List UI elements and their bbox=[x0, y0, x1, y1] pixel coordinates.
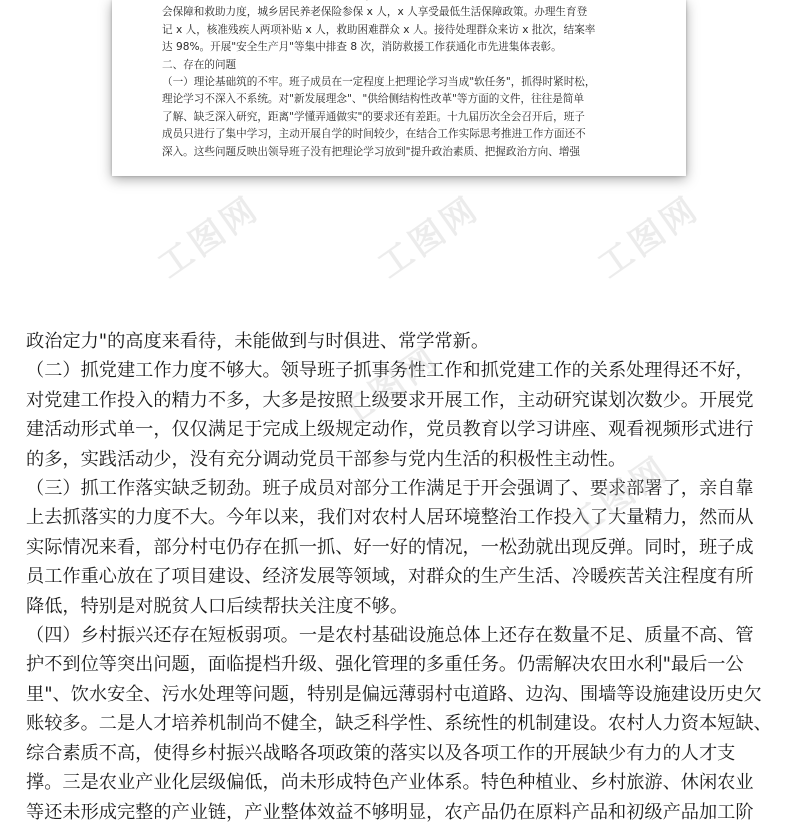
body-line: （二）抓党建工作力度不够大。领导班子抓事务性工作和抓党建工作的关系处理得还不好， bbox=[26, 360, 754, 382]
body-line: （四）乡村振兴还存在短板弱项。一是农村基础设施总体上还存在数量不足、质量不高、管 bbox=[26, 625, 754, 647]
preview-line: 记 x 人，核准残疾人两项补贴 x 人，救助困难群众 x 人。接待处理群众来访 x 批次，结案率 bbox=[162, 23, 596, 36]
body-line: 账较多。二是人才培养机制尚不健全，缺乏科学性、系统性的机制建设。农村人力资本短缺、 bbox=[26, 713, 772, 735]
watermark: 工图网 bbox=[370, 188, 488, 287]
body-line: 综合素质不高，使得乡村振兴战略各项政策的落实以及各项工作的开展缺少有力的人才支 bbox=[26, 742, 736, 764]
preview-area bbox=[0, 0, 800, 320]
preview-line: 达 98%。开展"安全生产月"等集中排查 8 次，消防救援工作获通化市先进集体表彰。 bbox=[162, 41, 562, 54]
preview-line: 了解、缺乏深入研究，距离"学懂弄通做实"的要求还有差距。十九届历次全会召开后，班子 bbox=[162, 110, 585, 123]
preview-line: （一）理论基础筑的不牢。班子成员在一定程度上把理论学习当成"软任务"，抓得时紧时松， bbox=[162, 76, 596, 89]
body-line: 建活动形式单一，仅仅满足于完成上级规定动作，党员教育以学习讲座、观看视频形式进行 bbox=[26, 419, 754, 441]
body-line: 员工作重心放在了项目建设、经济发展等领域，对群众的生产生活、冷暖疾苦关注程度有所 bbox=[26, 566, 754, 588]
watermark: 工图网 bbox=[560, 448, 678, 547]
body-line: 等还未形成完整的产业链，产业整体效益不够明显，农产品仍在原料产品和初级产品加工阶 bbox=[26, 801, 754, 823]
body-line: 政治定力"的高度来看待，未能做到与时俱进、常学常新。 bbox=[26, 331, 490, 352]
body-line: 实际情况来看，部分村屯仍存在抓一抓、好一好的情况，一松劲就出现反弹。同时，班子成 bbox=[26, 536, 754, 558]
body-line: 撑。三是农业产业化层级偏低，尚未形成特色产业体系。特色种植业、乡村旅游、休闲农业 bbox=[26, 772, 754, 794]
document-body bbox=[26, 327, 778, 827]
document-preview-card bbox=[112, 0, 686, 176]
body-line: （三）抓工作落实缺乏韧劲。班子成员对部分工作满足于开会强调了、要求部署了，亲自靠 bbox=[26, 478, 754, 500]
preview-heading: 二、存在的问题 bbox=[162, 58, 237, 71]
body-line: 里"、饮水安全、污水处理等问题，特别是偏远薄弱村屯道路、边沟、围墙等设施建设历史欠 bbox=[26, 683, 762, 705]
body-line: 护不到位等突出问题，面临提档升级、强化管理的多重任务。仍需解决农田水利"最后一公 bbox=[26, 654, 744, 676]
preview-line: 深入。这些问题反映出领导班子没有把理论学习放到"提升政治素质、把握政治方向、增强 bbox=[162, 145, 581, 158]
body-line: 降低，特别是对脱贫人口后续帮扶关注度不够。 bbox=[26, 595, 408, 617]
watermark: 工图网 bbox=[590, 188, 708, 287]
watermark: 工图网 bbox=[330, 338, 448, 437]
preview-line: 会保障和救助力度，城乡居民养老保险参保 x 人，x 人享受最低生活保障政策。办理生育登 bbox=[162, 6, 588, 19]
preview-line: 理论学习不深入不系统。对"新发展理念"、"供给侧结构性改革"等方面的文件，往往是简单 bbox=[162, 93, 585, 106]
preview-line: 成员只进行了集中学习，主动开展自学的时间较少，在结合工作实际思考推进工作方面还不 bbox=[162, 128, 586, 141]
body-line: 上去抓落实的力度不大。今年以来，我们对农村人居环境整治工作投入了大量精力，然而从 bbox=[26, 507, 754, 529]
preview-text bbox=[162, 0, 642, 161]
body-line: 对党建工作投入的精力不多，大多是按照上级要求开展工作，主动研究谋划次数少。开展党 bbox=[26, 389, 754, 411]
body-line: 的多，实践活动少，没有充分调动党员干部参与党内生活的积极性主动性。 bbox=[26, 448, 627, 470]
watermark: 工图网 bbox=[150, 188, 268, 287]
